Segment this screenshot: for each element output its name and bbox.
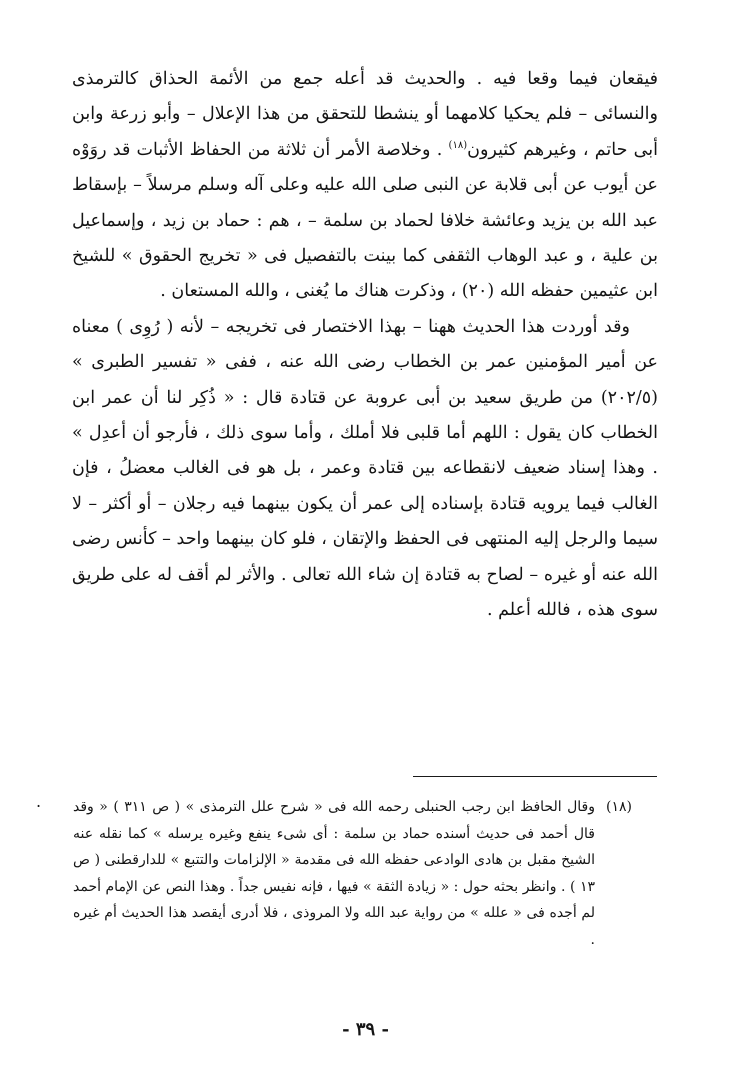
paragraph-1-text-after-note: . وخلاصة الأمر أن ثلاثة من الحفاظ الأثبات قد روَوْه عن أيوب عن أبى قلابة عن النبى صلى الله عليه وعلى آله وسلم مرسلاً – بإسقاط عبد الله بن يزيد وعائشة خلافا لحماد بن سلمة – ، هم : حماد بن زيد ، وإسماعيل بن علية ، و عبد الوهاب الثقفى كما بينت بالتفصيل فى « تخريج الحقوق » للشيخ ابن عثيمين حفظه الله (٢٠) ، وذكرت هناك ما يُغنى ، والله المستعان . [72, 139, 658, 302]
paragraph-1-text-before-note: فيقعان فيما وقعا فيه . والحديث قد أعله جمع من الأئمة الحذاق كالترمذى والنسائى – فلم يحكيا كلامهما أو ينشطا للتحقق من هذا الإعلال – وأبو زرعة وابن أبى حاتم ، وغيرهم كثيرون [72, 69, 658, 160]
page-number: - ٣٩ - [342, 1019, 389, 1040]
paragraph-2: وقد أوردت هذا الحديث ههنا – بهذا الاختصار فى تخريجه – لأنه ( رُوِى ) معناه عن أمير المؤمنين عمر بن الخطاب رضى الله عنه ، ففى « تفسير الطبرى » (٢٠٢/٥) من طريق سعيد بن أبى عروبة عن قتادة قال : « ذُكِر لنا أن عمر ابن الخطاب كان يقول : اللهم أما قلبى فلا أملك ، وأما سوى ذلك ، فأرجو أن أعدِل » . وهذا إسناد ضعيف لانقطاعه بين قتادة وعمر ، بل هو فى الغالب معضلُ ، فإن الغالب فيما يرويه قتادة بإسناده إلى عمر أن يكون بينهما فيه رجلان – أو أكثر – لا سيما والرجل إليه المنتهى فى الحفظ والإتقان ، فلو كان بينهما واحد – كأنس رضى الله عنه أو غيره – لصاح به قتادة إن شاء الله تعالى . والأثر لم أقف له على طريق سوى هذه ، فالله أعلم . [72, 316, 658, 621]
footnote-marker: (١٨) [448, 139, 468, 151]
footnote-separator [413, 776, 657, 777]
main-text-block [72, 62, 658, 629]
paragraph-1 [72, 62, 658, 310]
margin-mark: . [36, 792, 42, 811]
footnote-number: (١٨) [606, 799, 632, 815]
footnote-text: وقال الحافظ ابن رجب الحنبلى رحمه الله فى « شرح علل الترمذى » ( ص ٣١١ ) « وقد قال أحمد فى حديث أسنده حماد بن سلمة : أى شىء ينفع وغيره يرسله » كما نقله عنه الشيخ مقبل بن هادى الوادعى حفظه الله فى مقدمة « الإلزامات والتتبع » للدارقطنى ( ص ١٣ ) . وانظر بحثه حول : « زيادة الثقة » فيها ، فإنه نفيس جداً . وهذا النص عن الإمام أحمد لم أجده فى « علله » من رواية عبد الله ولا المروذى ، فلا أدرى أيقصد هذا الحديث أم غيره . [73, 799, 595, 948]
